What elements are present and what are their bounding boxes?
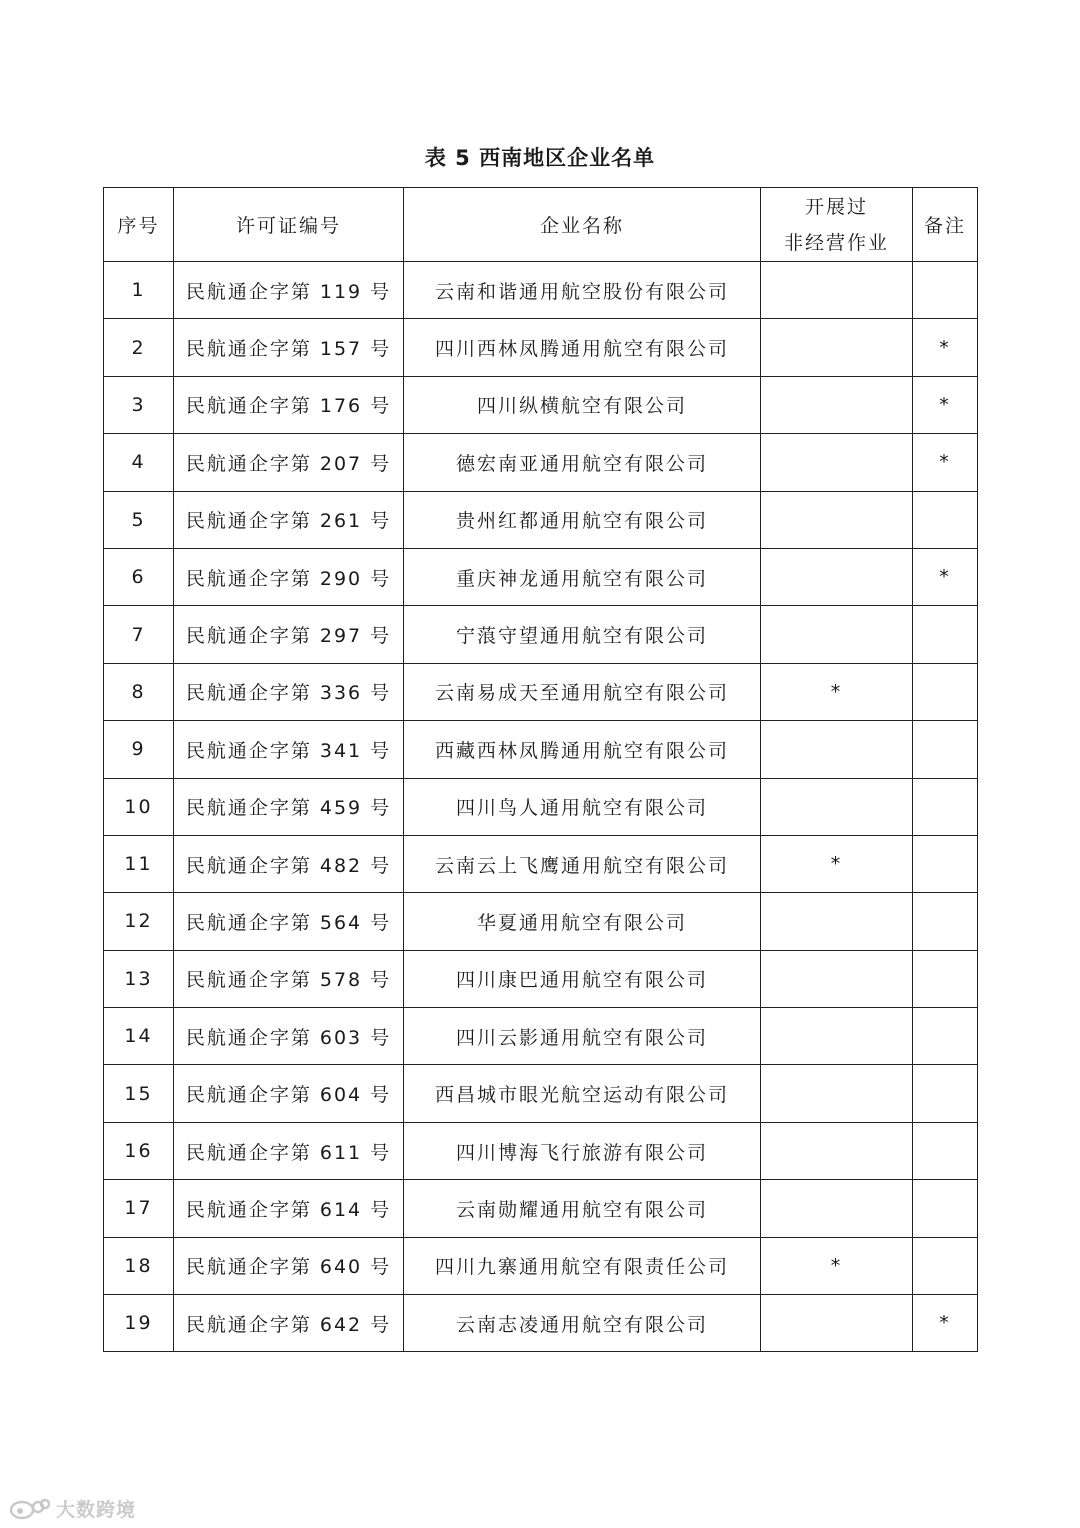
cell-seq: 7	[104, 606, 174, 663]
cell-note	[913, 491, 978, 548]
cell-company: 云南易成天至通用航空有限公司	[404, 663, 761, 720]
cell-nonop	[761, 262, 913, 319]
cell-company: 华夏通用航空有限公司	[404, 893, 761, 950]
cell-company: 云南和谐通用航空股份有限公司	[404, 262, 761, 319]
cell-license: 民航通企字第 119 号	[174, 262, 404, 319]
table-row	[104, 835, 978, 892]
table-row	[104, 434, 978, 491]
cell-company: 四川云影通用航空有限公司	[404, 1008, 761, 1065]
table-row	[104, 1237, 978, 1294]
cell-seq: 3	[104, 376, 174, 433]
watermark-text: 大数跨境	[56, 1498, 137, 1521]
cell-company: 四川康巴通用航空有限公司	[404, 950, 761, 1007]
cell-note	[913, 606, 978, 663]
table-row	[104, 606, 978, 663]
table-row	[104, 1295, 978, 1352]
cell-nonop	[761, 491, 913, 548]
table-row	[104, 778, 978, 835]
cell-license: 民航通企字第 297 号	[174, 606, 404, 663]
cell-license: 民航通企字第 482 号	[174, 835, 404, 892]
header-row	[104, 188, 978, 262]
header-company: 企业名称	[404, 188, 761, 262]
cell-company: 西昌城市眼光航空运动有限公司	[404, 1065, 761, 1122]
cell-company: 重庆神龙通用航空有限公司	[404, 548, 761, 605]
cell-nonop	[761, 1180, 913, 1237]
cell-company: 德宏南亚通用航空有限公司	[404, 434, 761, 491]
cell-license: 民航通企字第 290 号	[174, 548, 404, 605]
cell-seq: 2	[104, 319, 174, 376]
cell-note	[913, 778, 978, 835]
table-row	[104, 950, 978, 1007]
cell-company: 四川博海飞行旅游有限公司	[404, 1122, 761, 1179]
cell-note	[913, 1180, 978, 1237]
cell-note	[913, 1237, 978, 1294]
cell-company: 云南勋耀通用航空有限公司	[404, 1180, 761, 1237]
cell-nonop	[761, 1065, 913, 1122]
cell-nonop	[761, 1295, 913, 1352]
cell-note	[913, 721, 978, 778]
cell-nonop	[761, 606, 913, 663]
table-row	[104, 548, 978, 605]
cell-nonop	[761, 950, 913, 1007]
table-row	[104, 893, 978, 950]
cell-license: 民航通企字第 640 号	[174, 1237, 404, 1294]
cell-seq: 12	[104, 893, 174, 950]
cell-license: 民航通企字第 564 号	[174, 893, 404, 950]
cell-note	[913, 1122, 978, 1179]
cell-note: *	[913, 319, 978, 376]
cell-license: 民航通企字第 604 号	[174, 1065, 404, 1122]
cell-seq: 18	[104, 1237, 174, 1294]
cell-company: 四川鸟人通用航空有限公司	[404, 778, 761, 835]
cell-nonop	[761, 1122, 913, 1179]
cell-note	[913, 1065, 978, 1122]
header-nonop-line2: 非经营作业	[783, 231, 889, 254]
cell-nonop	[761, 376, 913, 433]
cell-nonop	[761, 548, 913, 605]
company-list-table	[103, 187, 978, 1352]
cell-nonop	[761, 893, 913, 950]
cell-license: 民航通企字第 611 号	[174, 1122, 404, 1179]
cell-seq: 9	[104, 721, 174, 778]
table-row	[104, 262, 978, 319]
table-row	[104, 1008, 978, 1065]
cell-note: *	[913, 1295, 978, 1352]
table-row	[104, 1122, 978, 1179]
cell-nonop	[761, 319, 913, 376]
cell-company: 四川九寨通用航空有限责任公司	[404, 1237, 761, 1294]
cell-nonop	[761, 1008, 913, 1065]
cell-note: *	[913, 376, 978, 433]
cell-license: 民航通企字第 578 号	[174, 950, 404, 1007]
cell-license: 民航通企字第 261 号	[174, 491, 404, 548]
cell-company: 贵州红都通用航空有限公司	[404, 491, 761, 548]
table-row	[104, 376, 978, 433]
cell-seq: 14	[104, 1008, 174, 1065]
cell-license: 民航通企字第 603 号	[174, 1008, 404, 1065]
cell-seq: 8	[104, 663, 174, 720]
cell-seq: 1	[104, 262, 174, 319]
cell-nonop: *	[761, 835, 913, 892]
cell-note	[913, 835, 978, 892]
cell-company: 四川纵横航空有限公司	[404, 376, 761, 433]
watermark	[8, 1492, 136, 1524]
cell-note	[913, 1008, 978, 1065]
header-note: 备注	[913, 188, 978, 262]
table-header	[104, 188, 978, 262]
cell-note	[913, 893, 978, 950]
cell-seq: 11	[104, 835, 174, 892]
cell-nonop: *	[761, 1237, 913, 1294]
cell-seq: 15	[104, 1065, 174, 1122]
cell-seq: 5	[104, 491, 174, 548]
cell-seq: 10	[104, 778, 174, 835]
cell-license: 民航通企字第 459 号	[174, 778, 404, 835]
header-nonop-line1: 开展过	[804, 195, 868, 218]
cell-nonop: *	[761, 663, 913, 720]
cell-company: 西藏西林凤腾通用航空有限公司	[404, 721, 761, 778]
header-seq: 序号	[104, 188, 174, 262]
table-row	[104, 663, 978, 720]
cell-company: 云南云上飞鹰通用航空有限公司	[404, 835, 761, 892]
cell-company: 四川西林凤腾通用航空有限公司	[404, 319, 761, 376]
cell-seq: 17	[104, 1180, 174, 1237]
cell-nonop	[761, 778, 913, 835]
cell-license: 民航通企字第 207 号	[174, 434, 404, 491]
cell-license: 民航通企字第 157 号	[174, 319, 404, 376]
cell-license: 民航通企字第 614 号	[174, 1180, 404, 1237]
cell-seq: 13	[104, 950, 174, 1007]
cell-license: 民航通企字第 336 号	[174, 663, 404, 720]
table-row	[104, 1180, 978, 1237]
cell-note	[913, 663, 978, 720]
cell-note: *	[913, 548, 978, 605]
cell-seq: 19	[104, 1295, 174, 1352]
cell-note	[913, 950, 978, 1007]
table-row	[104, 319, 978, 376]
header-license: 许可证编号	[174, 188, 404, 262]
cell-nonop	[761, 434, 913, 491]
cell-seq: 6	[104, 548, 174, 605]
cell-note: *	[913, 434, 978, 491]
table-row	[104, 491, 978, 548]
cell-license: 民航通企字第 176 号	[174, 376, 404, 433]
cell-company: 宁蒗守望通用航空有限公司	[404, 606, 761, 663]
cell-license: 民航通企字第 341 号	[174, 721, 404, 778]
table-row	[104, 1065, 978, 1122]
weibo-logo-icon	[8, 1495, 50, 1521]
cell-seq: 16	[104, 1122, 174, 1179]
table-title: 表 5 西南地区企业名单	[424, 146, 656, 170]
header-nonop	[761, 188, 913, 262]
cell-seq: 4	[104, 434, 174, 491]
table-body	[104, 262, 978, 1352]
table-row	[104, 721, 978, 778]
cell-company: 云南志凌通用航空有限公司	[404, 1295, 761, 1352]
cell-license: 民航通企字第 642 号	[174, 1295, 404, 1352]
cell-nonop	[761, 721, 913, 778]
cell-note	[913, 262, 978, 319]
